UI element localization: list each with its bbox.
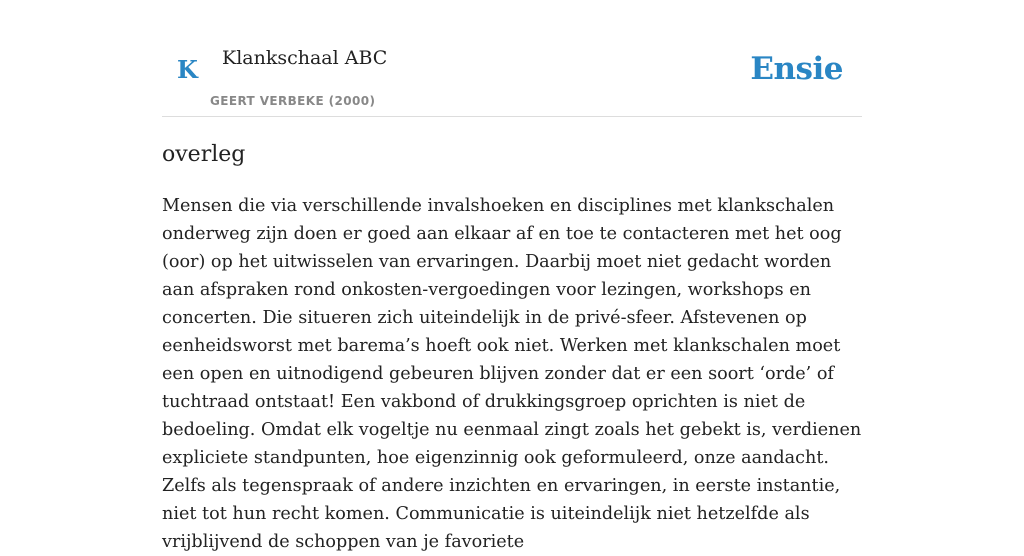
- ensie-logo-link[interactable]: Ensie: [750, 51, 843, 87]
- article-title: overleg: [162, 142, 246, 167]
- site-header: [162, 0, 862, 117]
- book-logo-icon[interactable]: K: [177, 55, 198, 84]
- article-body: Mensen die via verschillende invalshoeken en disciplines met klankschalen onderweg zijn doen er goed aan elkaar af en toe te contacteren met het oog (oor) op het uitwisselen van ervaringen. Daarbij moet niet gedacht worden aan afspraken rond onkosten-vergoedingen voor lezingen, workshops en concerten. Die situeren zich uiteindelijk in de privé-sfeer. Afstevenen op eenheidsworst met barema’s hoeft ook niet. Werken met klankschalen moet een open en uitnodigend gebeuren blijven zonder dat er een soort ‘orde’ of tuchtraad ontstaat! Een vakbond of drukkingsgroep oprichten is niet de bedoeling. Omdat elk vogeltje nu eenmaal zingt zoals het gebekt is, verdienen expliciete standpunten, hoe eigenzinnig ook geformuleerd, onze aandacht. Zelfs als tegenspraak of andere inzichten en ervaringen, in eerste instantie, niet tot hun recht komen. Communicatie is uiteindelijk niet hetzelfde als vrijblijvend de schoppen van je favoriete: [162, 196, 862, 552]
- book-author: GEERT VERBEKE (2000): [210, 94, 376, 108]
- book-title-link[interactable]: Klankschaal ABC: [222, 47, 388, 69]
